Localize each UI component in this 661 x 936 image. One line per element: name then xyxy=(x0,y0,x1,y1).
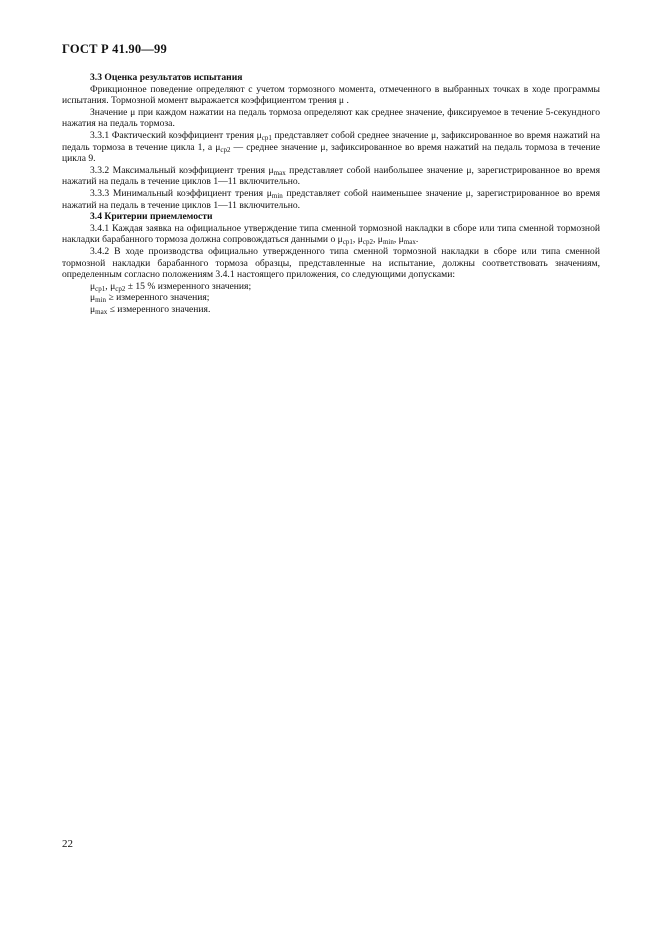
tolerance-line-max: $\mu_{max}$ ≤ измеренного значения. xyxy=(90,303,211,316)
section-3-4-title: 3.4 Критерии приемлемости xyxy=(90,211,213,223)
document-header: ГОСТ Р 41.90—99 xyxy=(62,42,167,56)
tolerance-line-mean: $\mu_{ср1}$, $\mu_{ср2} \pm 15$ % измеренного значения; xyxy=(90,280,252,293)
paragraph-3-3-2: 3.3.2 Максимальный коэффициент трения $\mu_{max}$ представляет собой наибольшее значение μ, зарегистрированное во время нажатий на педаль в течение циклов 1—11 включительно. xyxy=(62,164,601,188)
paragraph-3-3-3: 3.3.3 Минимальный коэффициент трения $\mu_{min}$ представляет собой наименьшее значение μ, зарегистрированное во время нажатий на педаль в течение циклов 1—11 включительно. xyxy=(62,187,600,211)
paragraph-3-4-2: 3.4.2 В ходе производства официально утвержденного типа сменной тормозной накладки в сборе или типа сменной тормозной накладки барабанного тормоза образцы, представленные на испытание, должны соответствовать значениям, определенным согласно положениям 3.4.1 настоящего приложения, со следующими допусками: xyxy=(62,245,600,281)
paragraph-friction-behaviour: Фрикционное поведение определяют с учетом тормозного момента, отмеченного в выбранных точках в ходе программы испытания. Тормозной момент выражается коэффициентом трения μ . xyxy=(62,83,600,107)
page-number: 22 xyxy=(62,838,73,850)
paragraph-3-4-1: 3.4.1 Каждая заявка на официальное утверждение типа сменной тормозной накладки в сборе или типа сменной тормозной накладки барабанного тормоза должна сопровождаться данными о $\mu_{ср1}$, $\mu_{ср2}$, $\mu_{min}$, $\mu_{max}$. xyxy=(62,222,600,247)
paragraph-mu-value: Значение μ при каждом нажатии на педаль тормоза определяют как среднее значение, фиксируемое в течение 5-секундного нажатия на педаль тормоза. xyxy=(62,106,600,130)
tolerance-line-min: $\mu_{min}$ ≥ измеренного значения; xyxy=(90,292,210,305)
section-3-3-title: 3.3 Оценка результатов испытания xyxy=(90,72,243,83)
page-body xyxy=(62,72,600,315)
paragraph-3-3-1: 3.3.1 Фактический коэффициент трения $\mu_{ср1}$ представляет собой среднее значение μ, зафиксированное во время нажатий на педаль тормоза в течение цикла 1, а $\mu_{ср2}$ — среднее значение μ, зафиксированное во время нажатий на педаль тормоза в течение цикла 9. xyxy=(62,129,601,165)
